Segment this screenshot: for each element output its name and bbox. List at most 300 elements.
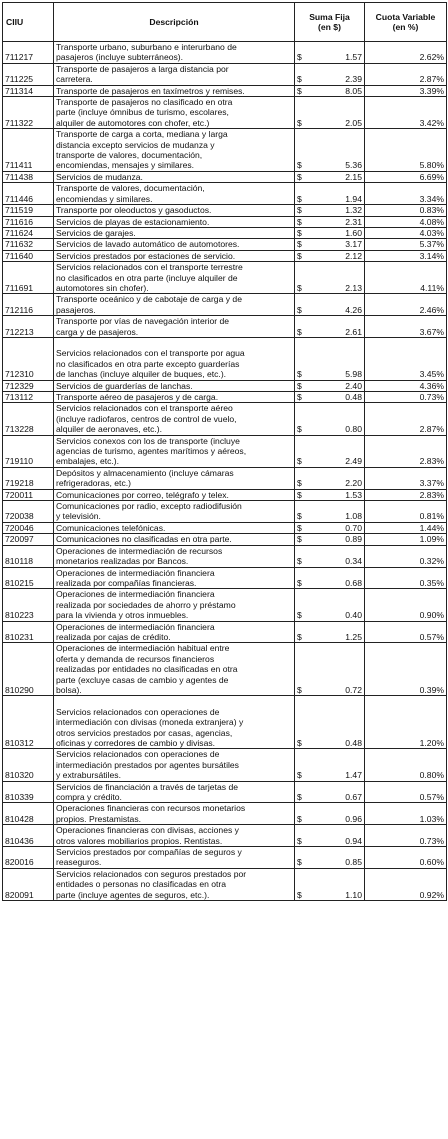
table-row [3, 239, 447, 250]
table-row [3, 803, 447, 825]
ciiu-code: 711225 [3, 63, 54, 85]
description-cell [54, 803, 295, 825]
description-cell [54, 316, 295, 338]
description-line: entidades o personas no clasificadas en otra [56, 879, 227, 890]
description-line: pasajeros. [56, 304, 96, 315]
description-line: oferta y demanda de recursos financieros [56, 653, 215, 664]
currency-symbol: $ [295, 337, 309, 380]
currency-symbol: $ [295, 239, 309, 250]
description-line [56, 696, 292, 706]
currency-symbol: $ [295, 803, 309, 825]
table-row [3, 262, 447, 294]
suma-fija-value: 5.36 [309, 129, 365, 172]
description-line: reaseguros. [56, 857, 102, 868]
description-line: intermediación con divisas (moneda extranjera) y [56, 717, 244, 728]
description-line: carga y de pasajeros. [56, 326, 139, 337]
description-line: Servicios de guarderías de lanchas. [56, 380, 193, 391]
description-line: Servicios conexos con los de transporte (incluye [56, 435, 240, 446]
ciiu-code: 712310 [3, 337, 54, 380]
suma-fija-value: 0.67 [309, 781, 365, 803]
description-cell [54, 749, 295, 781]
description-cell [54, 435, 295, 467]
suma-fija-value: 0.40 [309, 589, 365, 621]
suma-fija-value: 0.80 [309, 403, 365, 435]
table-row [3, 621, 447, 643]
currency-symbol: $ [295, 825, 309, 847]
table-row [3, 205, 447, 216]
ciiu-tariff-table [2, 2, 447, 901]
description-line: embalajes, etc.). [56, 456, 120, 467]
description-line: Servicios relacionados con seguros prestados por [56, 868, 247, 879]
cuota-variable-value: 0.81% [365, 501, 447, 523]
cuota-variable-value: 3.37% [365, 467, 447, 489]
suma-fija-value: 0.96 [309, 803, 365, 825]
table-row [3, 489, 447, 500]
tariff-table-page [2, 2, 446, 901]
cuota-variable-value: 0.73% [365, 825, 447, 847]
suma-fija-value: 1.53 [309, 489, 365, 500]
cuota-variable-value: 1.20% [365, 696, 447, 749]
description-cell [54, 97, 295, 129]
currency-symbol: $ [295, 749, 309, 781]
table-row [3, 643, 447, 696]
currency-symbol: $ [295, 589, 309, 621]
cuota-variable-value: 2.46% [365, 294, 447, 316]
description-line: Transporte de pasajeros a larga distancia por [56, 63, 229, 74]
ciiu-code: 810290 [3, 643, 54, 696]
cuota-variable-value: 1.09% [365, 534, 447, 545]
table-row [3, 501, 447, 523]
suma-fija-value: 1.32 [309, 205, 365, 216]
description-line: Comunicaciones por radio, excepto radiodifusión [56, 501, 242, 512]
table-row [3, 825, 447, 847]
description-line: transporte de valores, documentación, [56, 150, 203, 161]
table-row [3, 250, 447, 261]
currency-symbol: $ [295, 250, 309, 261]
description-cell [54, 250, 295, 261]
description-cell [54, 63, 295, 85]
ciiu-code: 810428 [3, 803, 54, 825]
currency-symbol: $ [295, 696, 309, 749]
description-line: Comunicaciones telefónicas. [56, 522, 166, 533]
description-line: Servicios relacionados con operaciones de [56, 749, 220, 760]
description-cell [54, 262, 295, 294]
cuota-variable-value: 0.80% [365, 749, 447, 781]
cuota-variable-value: 3.39% [365, 85, 447, 96]
currency-symbol: $ [295, 868, 309, 900]
cuota-variable-value: 5.80% [365, 129, 447, 172]
suma-fija-value: 2.13 [309, 262, 365, 294]
suma-fija-value: 0.70 [309, 522, 365, 533]
description-cell [54, 467, 295, 489]
currency-symbol: $ [295, 534, 309, 545]
cuota-variable-value: 3.14% [365, 250, 447, 261]
currency-symbol: $ [295, 316, 309, 338]
suma-fija-value: 2.12 [309, 250, 365, 261]
description-cell [54, 621, 295, 643]
suma-fija-value: 0.48 [309, 696, 365, 749]
table-row [3, 749, 447, 781]
suma-fija-value: 0.48 [309, 392, 365, 403]
suma-fija-value: 1.60 [309, 227, 365, 238]
ciiu-code: 711217 [3, 42, 54, 64]
table-row [3, 545, 447, 567]
cuota-variable-value: 0.73% [365, 392, 447, 403]
description-cell [54, 171, 295, 182]
description-line: encomiendas y similares. [56, 193, 153, 204]
description-line: Operaciones de intermediación financiera [56, 589, 215, 600]
description-line: Transporte de pasajeros no clasificado en otra [56, 97, 233, 108]
description-line: de lanchas (incluye alquiler de buques, etc.). [56, 369, 227, 380]
table-row [3, 467, 447, 489]
table-row [3, 42, 447, 64]
cuota-variable-value: 0.39% [365, 643, 447, 696]
description-line: Servicios de lavado automático de automotores. [56, 239, 240, 250]
description-cell [54, 522, 295, 533]
cuota-variable-value: 4.11% [365, 262, 447, 294]
table-row [3, 85, 447, 96]
description-line: Servicios relacionados con el transporte aéreo [56, 403, 233, 414]
cuota-variable-value: 0.57% [365, 781, 447, 803]
currency-symbol: $ [295, 129, 309, 172]
ciiu-code: 720011 [3, 489, 54, 500]
description-line [56, 338, 292, 348]
currency-symbol: $ [295, 781, 309, 803]
description-line: Operaciones financieras con divisas, acciones y [56, 825, 239, 836]
cuota-variable-value: 2.83% [365, 489, 447, 500]
suma-fija-value: 1.57 [309, 42, 365, 64]
description-line: agencias de turismo, agentes marítimos y aéreos, [56, 446, 247, 457]
table-row [3, 589, 447, 621]
description-line: realizada por sociedades de ahorro y préstamo [56, 599, 236, 610]
description-line: Transporte de valores, documentación, [56, 183, 205, 194]
description-line: parte (excluye casas de cambio y agentes de [56, 674, 229, 685]
ciiu-code: 711640 [3, 250, 54, 261]
cuota-variable-value: 0.83% [365, 205, 447, 216]
cuota-variable-value: 2.83% [365, 435, 447, 467]
header-descripcion: Descripción [54, 3, 295, 42]
suma-fija-value: 1.08 [309, 501, 365, 523]
currency-symbol: $ [295, 403, 309, 435]
description-line: Transporte urbano, suburbano e interurbano de [56, 42, 237, 52]
table-row [3, 97, 447, 129]
currency-symbol: $ [295, 545, 309, 567]
ciiu-code: 711314 [3, 85, 54, 96]
description-line: realizadas por entidades no clasificadas en otra [56, 664, 238, 675]
description-line: Transporte oceánico y de cabotaje de carga y de [56, 294, 242, 305]
description-line: Transporte de carga a corta, mediana y larga [56, 129, 228, 140]
currency-symbol: $ [295, 392, 309, 403]
ciiu-code: 711632 [3, 239, 54, 250]
ciiu-code: 720038 [3, 501, 54, 523]
currency-symbol: $ [295, 63, 309, 85]
cuota-variable-value: 3.34% [365, 183, 447, 205]
table-row [3, 216, 447, 227]
description-cell [54, 403, 295, 435]
description-line: Servicios de garajes. [56, 227, 136, 238]
cuota-variable-value: 3.45% [365, 337, 447, 380]
suma-fija-value: 0.34 [309, 545, 365, 567]
ciiu-code: 720097 [3, 534, 54, 545]
currency-symbol: $ [295, 467, 309, 489]
description-line: Operaciones de intermediación financiera [56, 567, 215, 578]
description-cell [54, 696, 295, 749]
description-cell [54, 501, 295, 523]
description-cell [54, 567, 295, 589]
suma-fija-value: 2.31 [309, 216, 365, 227]
currency-symbol: $ [295, 97, 309, 129]
description-cell [54, 129, 295, 172]
description-line: Transporte de pasajeros en taxímetros y remises. [56, 85, 245, 96]
description-line: monetarios realizadas por Bancos. [56, 556, 189, 567]
description-line: realizada por cajas de crédito. [56, 631, 171, 642]
currency-symbol: $ [295, 501, 309, 523]
ciiu-code: 820091 [3, 868, 54, 900]
description-line: Transporte aéreo de pasajeros y de carga. [56, 392, 219, 402]
ciiu-code: 810118 [3, 545, 54, 567]
description-line: Operaciones de intermediación financiera [56, 621, 215, 632]
suma-fija-value: 2.15 [309, 171, 365, 182]
ciiu-code: 711438 [3, 171, 54, 182]
table-row [3, 847, 447, 869]
header-cuota-variable-line1: Cuota Variable [375, 11, 436, 22]
description-cell [54, 239, 295, 250]
cuota-variable-value: 1.03% [365, 803, 447, 825]
cuota-variable-value: 3.42% [365, 97, 447, 129]
description-cell [54, 489, 295, 500]
description-line: no clasificados en otra parte (incluye alquiler de [56, 272, 238, 283]
ciiu-code: 810312 [3, 696, 54, 749]
cuota-variable-value: 2.62% [365, 42, 447, 64]
description-line: Servicios relacionados con operaciones de [56, 706, 220, 717]
description-line: compra y crédito. [56, 792, 122, 803]
description-line: encomiendas, mensajes y similares. [56, 160, 195, 171]
description-line: otros valores mobiliarios propios. Rentistas. [56, 835, 223, 846]
currency-symbol: $ [295, 171, 309, 182]
description-line: y extrabursátiles. [56, 770, 121, 781]
description-line: Depósitos y almacenamiento (incluye cámaras [56, 467, 234, 478]
currency-symbol: $ [295, 227, 309, 238]
currency-symbol: $ [295, 489, 309, 500]
table-row [3, 294, 447, 316]
suma-fija-value: 2.39 [309, 63, 365, 85]
description-cell [54, 643, 295, 696]
description-cell [54, 294, 295, 316]
suma-fija-value: 4.26 [309, 294, 365, 316]
suma-fija-value: 8.05 [309, 85, 365, 96]
ciiu-code: 810231 [3, 621, 54, 643]
description-line: no clasificados en otra parte excepto guarderías [56, 358, 240, 369]
description-line: alquiler de aeronaves, etc.). [56, 424, 163, 435]
cuota-variable-value: 4.08% [365, 216, 447, 227]
suma-fija-value: 1.25 [309, 621, 365, 643]
header-suma-fija-line1: Suma Fija [309, 11, 350, 22]
description-cell [54, 205, 295, 216]
description-line: Operaciones financieras con recursos monetarios [56, 803, 246, 814]
description-line: parte (incluye ómnibus de turismo, escolares, [56, 107, 229, 118]
currency-symbol: $ [295, 183, 309, 205]
ciiu-code: 711446 [3, 183, 54, 205]
ciiu-code: 810215 [3, 567, 54, 589]
suma-fija-value: 1.10 [309, 868, 365, 900]
description-line: parte (incluye agentes de seguros, etc.). [56, 889, 210, 900]
description-cell [54, 868, 295, 900]
description-line: Servicios prestados por estaciones de servicio. [56, 250, 236, 261]
ciiu-code: 711624 [3, 227, 54, 238]
suma-fija-value: 3.17 [309, 239, 365, 250]
currency-symbol: $ [295, 435, 309, 467]
cuota-variable-value: 0.90% [365, 589, 447, 621]
table-row [3, 534, 447, 545]
description-line: Operaciones de intermediación habitual entre [56, 643, 230, 654]
currency-symbol: $ [295, 621, 309, 643]
description-line: (incluye radiofaros, centros de control de vuelo, [56, 413, 237, 424]
currency-symbol: $ [295, 643, 309, 696]
suma-fija-value: 5.98 [309, 337, 365, 380]
currency-symbol: $ [295, 522, 309, 533]
header-suma-fija-line2: (en $) [318, 22, 341, 32]
ciiu-code: 820016 [3, 847, 54, 869]
header-cuota-variable-line2: (en %) [392, 22, 419, 32]
cuota-variable-value: 5.37% [365, 239, 447, 250]
description-line: pasajeros (incluye subterráneos). [56, 52, 184, 63]
suma-fija-value: 2.05 [309, 97, 365, 129]
description-line: Servicios prestados por compañías de seguros y [56, 847, 242, 858]
description-cell [54, 847, 295, 869]
description-cell [54, 216, 295, 227]
ciiu-code: 719218 [3, 467, 54, 489]
description-cell [54, 42, 295, 64]
description-line: distancia excepto servicios de mudanza y [56, 139, 215, 150]
description-cell [54, 380, 295, 391]
currency-symbol: $ [295, 85, 309, 96]
cuota-variable-value: 0.57% [365, 621, 447, 643]
cuota-variable-value: 0.60% [365, 847, 447, 869]
table-row [3, 435, 447, 467]
description-cell [54, 227, 295, 238]
suma-fija-value: 1.47 [309, 749, 365, 781]
ciiu-code: 712329 [3, 380, 54, 391]
header-ciiu: CIIU [3, 3, 54, 42]
currency-symbol: $ [295, 294, 309, 316]
suma-fija-value: 0.89 [309, 534, 365, 545]
ciiu-code: 712213 [3, 316, 54, 338]
ciiu-code: 711411 [3, 129, 54, 172]
description-cell [54, 589, 295, 621]
description-cell [54, 392, 295, 403]
table-row [3, 696, 447, 749]
cuota-variable-value: 1.44% [365, 522, 447, 533]
ciiu-code: 711691 [3, 262, 54, 294]
description-line: carretera. [56, 74, 93, 85]
currency-symbol: $ [295, 205, 309, 216]
currency-symbol: $ [295, 262, 309, 294]
cuota-variable-value: 0.35% [365, 567, 447, 589]
currency-symbol: $ [295, 847, 309, 869]
description-line: para la vivienda y otros inmuebles. [56, 610, 189, 621]
description-line: y televisión. [56, 511, 101, 522]
description-cell [54, 545, 295, 567]
description-line: Operaciones de intermediación de recursos [56, 545, 223, 556]
suma-fija-value: 1.94 [309, 183, 365, 205]
table-row [3, 868, 447, 900]
suma-fija-value: 2.20 [309, 467, 365, 489]
description-line: Servicios relacionados con el transporte por agua [56, 348, 245, 359]
ciiu-code: 713112 [3, 392, 54, 403]
description-line: Transporte por oleoductos y gasoductos. [56, 205, 212, 216]
table-row [3, 522, 447, 533]
cuota-variable-value: 4.36% [365, 380, 447, 391]
description-cell [54, 85, 295, 96]
cuota-variable-value: 0.32% [365, 545, 447, 567]
table-row [3, 227, 447, 238]
table-row [3, 183, 447, 205]
suma-fija-value: 0.72 [309, 643, 365, 696]
table-row [3, 129, 447, 172]
description-line: oficinas y corredores de cambio y divisas. [56, 738, 216, 748]
table-row [3, 567, 447, 589]
cuota-variable-value: 0.92% [365, 868, 447, 900]
currency-symbol: $ [295, 380, 309, 391]
table-body [3, 42, 447, 901]
description-line: alquiler de automotores con chofer, etc.) [56, 117, 210, 128]
table-row [3, 380, 447, 391]
ciiu-code: 720046 [3, 522, 54, 533]
ciiu-code: 713228 [3, 403, 54, 435]
table-row [3, 63, 447, 85]
description-line: bolsa). [56, 684, 82, 695]
table-row [3, 316, 447, 338]
description-line: Servicios de playas de estacionamiento. [56, 216, 210, 227]
description-cell [54, 534, 295, 545]
description-line: Servicios de financiación a través de tarjetas de [56, 781, 239, 792]
cuota-variable-value: 3.67% [365, 316, 447, 338]
description-line: intermediación prestados por agentes bursátiles [56, 759, 239, 770]
table-row [3, 337, 447, 380]
description-line: refrigeradoras, etc.) [56, 478, 131, 489]
cuota-variable-value: 4.03% [365, 227, 447, 238]
ciiu-code: 810339 [3, 781, 54, 803]
description-line: Servicios de mudanza. [56, 171, 143, 182]
ciiu-code: 810320 [3, 749, 54, 781]
suma-fija-value: 0.68 [309, 567, 365, 589]
suma-fija-value: 2.49 [309, 435, 365, 467]
description-line: Transporte por vías de navegación interior de [56, 316, 230, 327]
description-line: otros servicios prestados por casas, agencias, [56, 727, 233, 738]
currency-symbol: $ [295, 42, 309, 64]
description-line: propios. Prestamistas. [56, 813, 142, 824]
cuota-variable-value: 2.87% [365, 403, 447, 435]
ciiu-code: 810436 [3, 825, 54, 847]
ciiu-code: 711322 [3, 97, 54, 129]
table-row [3, 403, 447, 435]
suma-fija-value: 0.94 [309, 825, 365, 847]
header-suma-fija [295, 3, 365, 42]
currency-symbol: $ [295, 216, 309, 227]
ciiu-code: 711616 [3, 216, 54, 227]
currency-symbol: $ [295, 567, 309, 589]
table-row [3, 392, 447, 403]
suma-fija-value: 2.61 [309, 316, 365, 338]
description-cell [54, 825, 295, 847]
description-cell [54, 781, 295, 803]
description-line: realizada por compañías financieras. [56, 577, 197, 588]
suma-fija-value: 2.40 [309, 380, 365, 391]
description-line: Servicios relacionados con el transporte terrestre [56, 262, 243, 273]
description-cell [54, 183, 295, 205]
ciiu-code: 719110 [3, 435, 54, 467]
cuota-variable-value: 6.69% [365, 171, 447, 182]
